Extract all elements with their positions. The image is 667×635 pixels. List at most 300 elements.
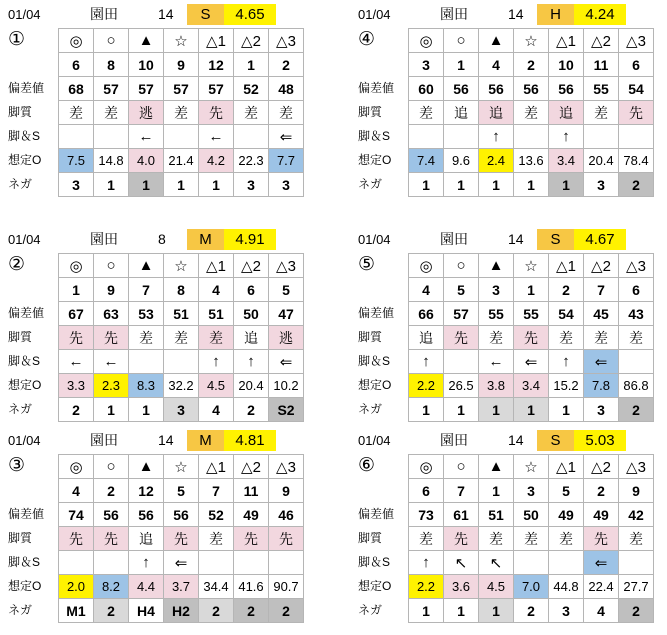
cell: △1	[549, 254, 584, 278]
cell: 5	[269, 278, 304, 302]
cell: 6	[409, 479, 444, 503]
pace-row	[409, 125, 654, 149]
cell: ↖	[444, 551, 479, 575]
cell: 4	[479, 53, 514, 77]
cell: 差	[94, 101, 129, 125]
cell: 追	[409, 326, 444, 350]
score-badge: 4.24	[574, 4, 626, 25]
symbol-row	[409, 254, 654, 278]
cell: 先	[444, 527, 479, 551]
nega-row	[409, 599, 654, 623]
cell: 追	[479, 101, 514, 125]
cell: 差	[584, 326, 619, 350]
horse-number-row	[59, 278, 304, 302]
cell: △2	[234, 254, 269, 278]
cell: 4.5	[479, 575, 514, 599]
cell: 60	[409, 77, 444, 101]
cell: 8.3	[129, 374, 164, 398]
odds-row	[59, 374, 304, 398]
pace-row	[59, 350, 304, 374]
cell: 差	[409, 101, 444, 125]
prediction-table	[408, 253, 654, 422]
venue: 園田	[440, 231, 468, 247]
cell: 51	[479, 503, 514, 527]
grade-badge: H	[537, 4, 574, 25]
cell: 6	[619, 53, 654, 77]
cell: 27.7	[619, 575, 654, 599]
cell: 74	[59, 503, 94, 527]
cell: 7.7	[269, 149, 304, 173]
cell: ○	[444, 455, 479, 479]
row-label-style: 脚質	[358, 105, 383, 119]
cell: 2	[234, 599, 269, 623]
cell: ▲	[479, 455, 514, 479]
cell: ◎	[409, 29, 444, 53]
row-label-rating: 偏差値	[358, 306, 395, 320]
cell: 14.8	[94, 149, 129, 173]
cell: 差	[164, 326, 199, 350]
row-label-odds: 想定O	[8, 378, 42, 392]
row-label-style: 脚質	[8, 330, 33, 344]
horse-number-row	[409, 278, 654, 302]
cell: 21.4	[164, 149, 199, 173]
grade-badge: S	[187, 4, 224, 25]
symbol-row	[59, 455, 304, 479]
cell: 差	[199, 326, 234, 350]
cell	[234, 125, 269, 149]
symbol-row	[409, 29, 654, 53]
cell: △3	[269, 29, 304, 53]
cell: 34.4	[199, 575, 234, 599]
cell: 41.6	[234, 575, 269, 599]
cell: 4	[584, 599, 619, 623]
cell: 57	[164, 77, 199, 101]
rating-row	[409, 503, 654, 527]
cell: 差	[164, 101, 199, 125]
cell: H4	[129, 599, 164, 623]
cell: 差	[59, 101, 94, 125]
cell: 1	[129, 398, 164, 422]
cell: 逃	[269, 326, 304, 350]
nega-row	[59, 599, 304, 623]
cell: 3.4	[514, 374, 549, 398]
row-label-nega: ネガ	[358, 603, 383, 617]
cell: 1	[59, 278, 94, 302]
cell: 55	[479, 302, 514, 326]
venue: 園田	[90, 231, 118, 247]
cell: 差	[479, 527, 514, 551]
cell: 先	[94, 527, 129, 551]
race-count: 14	[508, 6, 524, 22]
race-panel	[6, 430, 306, 635]
cell	[444, 350, 479, 374]
cell: 49	[234, 503, 269, 527]
pace-row	[59, 551, 304, 575]
cell: 3.3	[59, 374, 94, 398]
cell	[409, 125, 444, 149]
cell	[514, 551, 549, 575]
horse-number-row	[59, 479, 304, 503]
cell: 1	[94, 398, 129, 422]
cell: 先	[444, 326, 479, 350]
rating-row	[59, 302, 304, 326]
prediction-table	[58, 253, 304, 422]
cell: 先	[59, 527, 94, 551]
cell: 2	[94, 599, 129, 623]
cell: 20.4	[584, 149, 619, 173]
cell: ←	[129, 125, 164, 149]
panel-index: ②	[8, 254, 26, 275]
row-label-pace: 脚＆S	[8, 555, 41, 569]
cell: S2	[269, 398, 304, 422]
rating-row	[59, 77, 304, 101]
pace-row	[409, 350, 654, 374]
cell: 7	[444, 479, 479, 503]
cell: 4	[199, 398, 234, 422]
cell: 逃	[129, 101, 164, 125]
cell: 3	[479, 278, 514, 302]
cell: ▲	[479, 254, 514, 278]
cell: 56	[129, 503, 164, 527]
race-panel	[6, 229, 306, 434]
cell: 4.4	[129, 575, 164, 599]
cell: ☆	[514, 254, 549, 278]
cell: 6	[59, 53, 94, 77]
cell: 42	[619, 503, 654, 527]
cell: ◎	[59, 455, 94, 479]
cell: 4	[409, 278, 444, 302]
score-badge: 4.67	[574, 229, 626, 250]
cell: ○	[94, 29, 129, 53]
cell: 2.2	[409, 575, 444, 599]
panel-index: ⑤	[358, 254, 376, 275]
cell: 57	[444, 302, 479, 326]
cell: ⇐	[514, 350, 549, 374]
cell	[269, 551, 304, 575]
cell: 2.4	[479, 149, 514, 173]
cell: 20.4	[234, 374, 269, 398]
cell: ↑	[234, 350, 269, 374]
cell: 先	[234, 527, 269, 551]
nega-row	[59, 173, 304, 197]
cell: 8	[164, 278, 199, 302]
cell: 50	[514, 503, 549, 527]
cell: △1	[199, 29, 234, 53]
cell: 差	[514, 101, 549, 125]
cell	[59, 125, 94, 149]
date: 01/04	[358, 433, 391, 448]
cell: 7.5	[59, 149, 94, 173]
horse-number-row	[59, 53, 304, 77]
cell: 3.6	[444, 575, 479, 599]
cell	[94, 125, 129, 149]
prediction-table	[408, 454, 654, 623]
prediction-table	[58, 454, 304, 623]
odds-row	[409, 575, 654, 599]
cell: 7	[199, 479, 234, 503]
odds-row	[409, 374, 654, 398]
style-row	[59, 326, 304, 350]
cell: 5	[444, 278, 479, 302]
cell: ⇐	[269, 350, 304, 374]
panel-index: ⑥	[358, 455, 376, 476]
race-panel	[356, 430, 656, 635]
symbol-row	[409, 455, 654, 479]
cell: 2	[269, 599, 304, 623]
cell: ◎	[409, 455, 444, 479]
cell	[444, 125, 479, 149]
row-label-rating: 偏差値	[8, 306, 45, 320]
cell: ☆	[164, 29, 199, 53]
cell: 56	[479, 77, 514, 101]
cell	[164, 125, 199, 149]
cell: △3	[619, 254, 654, 278]
cell: 先	[584, 527, 619, 551]
cell: ↑	[409, 350, 444, 374]
date: 01/04	[358, 232, 391, 247]
cell: ☆	[514, 29, 549, 53]
cell: 2	[269, 53, 304, 77]
cell: 差	[409, 527, 444, 551]
cell: 90.7	[269, 575, 304, 599]
cell: 56	[94, 503, 129, 527]
cell: 45	[584, 302, 619, 326]
cell: 3.4	[549, 149, 584, 173]
cell: 56	[164, 503, 199, 527]
cell: 68	[59, 77, 94, 101]
cell: ☆	[164, 455, 199, 479]
cell: 1	[409, 173, 444, 197]
cell: 47	[269, 302, 304, 326]
cell: 差	[549, 527, 584, 551]
row-label-odds: 想定O	[8, 579, 42, 593]
grade-badge: S	[537, 229, 574, 250]
cell: 9	[94, 278, 129, 302]
cell: △1	[199, 254, 234, 278]
cell: 4.2	[199, 149, 234, 173]
cell: 先	[619, 101, 654, 125]
cell: 63	[94, 302, 129, 326]
cell: ⇐	[584, 551, 619, 575]
row-label-pace: 脚＆S	[358, 129, 391, 143]
cell: 57	[129, 77, 164, 101]
cell: ▲	[479, 29, 514, 53]
horse-number-row	[409, 479, 654, 503]
cell: 2.0	[59, 575, 94, 599]
cell	[619, 350, 654, 374]
cell: 3.8	[479, 374, 514, 398]
cell: 1	[444, 599, 479, 623]
cell: ☆	[164, 254, 199, 278]
cell	[164, 350, 199, 374]
cell: 差	[619, 326, 654, 350]
cell: 2	[619, 599, 654, 623]
cell: △1	[199, 455, 234, 479]
cell: 12	[129, 479, 164, 503]
cell: 1	[514, 173, 549, 197]
cell: 7	[129, 278, 164, 302]
cell: ←	[479, 350, 514, 374]
cell: 追	[444, 101, 479, 125]
cell: 1	[199, 173, 234, 197]
cell: ◎	[409, 254, 444, 278]
cell: 差	[584, 101, 619, 125]
cell: 86.8	[619, 374, 654, 398]
cell: ◎	[59, 29, 94, 53]
cell: 2	[59, 398, 94, 422]
prediction-table	[58, 28, 304, 197]
cell: △2	[234, 29, 269, 53]
cell: 3	[549, 599, 584, 623]
row-label-nega: ネガ	[358, 402, 383, 416]
race-panel	[356, 4, 656, 209]
cell: 2	[94, 479, 129, 503]
cell	[94, 551, 129, 575]
panel-header	[356, 430, 656, 451]
cell: ○	[94, 455, 129, 479]
cell: △1	[549, 29, 584, 53]
cell: M1	[59, 599, 94, 623]
cell: 2	[514, 53, 549, 77]
row-label-rating: 偏差値	[8, 81, 45, 95]
cell: △3	[269, 455, 304, 479]
cell: 1	[479, 173, 514, 197]
cell: 49	[549, 503, 584, 527]
cell: ⇐	[269, 125, 304, 149]
rating-row	[409, 302, 654, 326]
cell: 先	[269, 527, 304, 551]
panel-header	[6, 430, 306, 451]
cell: 22.4	[584, 575, 619, 599]
horse-number-row	[409, 53, 654, 77]
cell: 3	[269, 173, 304, 197]
cell: 3	[584, 173, 619, 197]
row-label-nega: ネガ	[8, 603, 33, 617]
venue: 園田	[440, 432, 468, 448]
cell: 54	[549, 302, 584, 326]
cell: 12	[199, 53, 234, 77]
cell: 追	[129, 527, 164, 551]
cell: 56	[549, 77, 584, 101]
cell: 差	[199, 527, 234, 551]
cell: 先	[59, 326, 94, 350]
row-label-pace: 脚＆S	[358, 555, 391, 569]
cell: 2	[514, 599, 549, 623]
cell: 3	[164, 398, 199, 422]
cell: 11	[584, 53, 619, 77]
cell: 1	[444, 398, 479, 422]
cell: 9	[269, 479, 304, 503]
cell: 1	[129, 173, 164, 197]
cell: 1	[444, 53, 479, 77]
cell: 1	[549, 173, 584, 197]
cell: ○	[94, 254, 129, 278]
date: 01/04	[8, 7, 41, 22]
venue: 園田	[440, 6, 468, 22]
cell: 3.7	[164, 575, 199, 599]
cell: 67	[59, 302, 94, 326]
race-count: 8	[158, 231, 166, 247]
date: 01/04	[8, 433, 41, 448]
cell: 1	[514, 398, 549, 422]
cell: 73	[409, 503, 444, 527]
cell: 2	[619, 398, 654, 422]
row-label-odds: 想定O	[8, 153, 42, 167]
cell: △3	[269, 254, 304, 278]
cell: 2.2	[409, 374, 444, 398]
race-count: 14	[508, 432, 524, 448]
cell: 4	[199, 278, 234, 302]
cell: 先	[164, 527, 199, 551]
cell: 3	[59, 173, 94, 197]
cell: 4.5	[199, 374, 234, 398]
cell: 5	[549, 479, 584, 503]
row-label-style: 脚質	[8, 531, 33, 545]
odds-row	[59, 575, 304, 599]
cell: H2	[164, 599, 199, 623]
cell: 2	[234, 398, 269, 422]
cell	[514, 125, 549, 149]
cell: 差	[479, 326, 514, 350]
cell: ○	[444, 254, 479, 278]
cell: 1	[549, 398, 584, 422]
cell: 46	[269, 503, 304, 527]
rating-row	[59, 503, 304, 527]
cell: 9	[619, 479, 654, 503]
cell: 10	[129, 53, 164, 77]
row-label-style: 脚質	[8, 105, 33, 119]
cell: 57	[199, 77, 234, 101]
cell: 43	[619, 302, 654, 326]
panel-header	[356, 4, 656, 25]
style-row	[409, 101, 654, 125]
cell: 4.0	[129, 149, 164, 173]
cell: 8.2	[94, 575, 129, 599]
cell: 2.3	[94, 374, 129, 398]
cell: 4	[59, 479, 94, 503]
cell: 3	[514, 479, 549, 503]
cell: 52	[199, 503, 234, 527]
panel-index: ①	[8, 29, 26, 50]
cell: 13.6	[514, 149, 549, 173]
cell: ←	[199, 125, 234, 149]
style-row	[59, 101, 304, 125]
cell: ↑	[549, 125, 584, 149]
row-label-odds: 想定O	[358, 153, 392, 167]
cell	[129, 350, 164, 374]
cell: △2	[584, 455, 619, 479]
row-label-nega: ネガ	[358, 177, 383, 191]
nega-row	[59, 398, 304, 422]
cell: 1	[164, 173, 199, 197]
cell: 7	[584, 278, 619, 302]
cell: 15.2	[549, 374, 584, 398]
nega-row	[409, 398, 654, 422]
cell: 先	[94, 326, 129, 350]
cell: 44.8	[549, 575, 584, 599]
panel-index: ③	[8, 455, 26, 476]
cell: 先	[514, 326, 549, 350]
cell: 78.4	[619, 149, 654, 173]
cell: ↑	[129, 551, 164, 575]
cell: 2	[199, 599, 234, 623]
score-badge: 4.91	[224, 229, 276, 250]
cell	[584, 125, 619, 149]
cell: ←	[94, 350, 129, 374]
venue: 園田	[90, 432, 118, 448]
cell: 3	[409, 53, 444, 77]
cell	[619, 551, 654, 575]
